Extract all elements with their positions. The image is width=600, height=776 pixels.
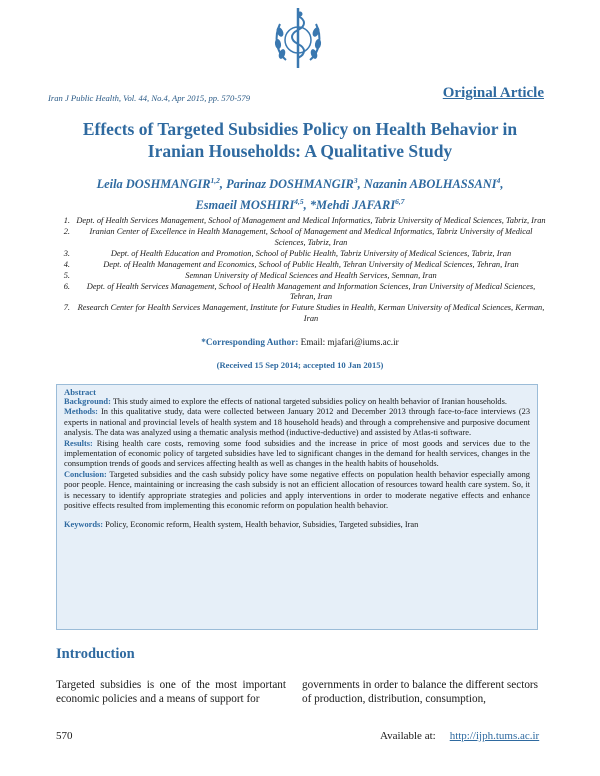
author-affiliation-ref: 6,7: [395, 197, 405, 207]
page-number: 570: [56, 730, 73, 742]
journal-url-link[interactable]: http://ijph.tums.ac.ir: [449, 730, 540, 742]
journal-reference: Iran J Public Health, Vol. 44, No.4, Apr 2015, pp. 570-579: [48, 93, 251, 103]
author-list: Leila DOSHMANGIR$^{1,2}$, Parinaz DOSHMANGIR$^3$, Nazanin ABOLHASSANI$^4$, Esmaeil MOSHIRI$^{4,5}$, *Mehdi JAFARI$^{6,7}$: [96, 176, 504, 213]
abstract-keywords: Keywords: Policy, Economic reform, Health system, Health behavior, Subsidies, Targeted subsidies, Iran: [64, 520, 419, 530]
abstract-results: Results: Rising health care costs, removing some food subsidies and the increase in price of most goods and services due to the implementation of economic policy of targeted subsidies have led to significant changes in the demand for health services, changes in the consumption trends of goods and services affecting health as well as changes in the health habits of households.: [64, 438, 530, 469]
introduction-heading: Introduction: [56, 646, 135, 662]
author-affiliation-ref: 3: [353, 176, 358, 185]
author-affiliation-ref: 4,5: [294, 197, 304, 207]
author-name: Leila DOSHMANGIR: [96, 177, 211, 192]
abstract-background: Background: This study aimed to explore the effects of national targeted subsidies policy on health behavior of Iranian households.: [64, 397, 507, 406]
article-title: Effects of Targeted Subsidies Policy on Health Behavior in Iranian Households: A Qualitative Study: [82, 119, 518, 161]
corresponding-author: [0, 337, 600, 347]
author-name: Esmaeil MOSHIRI: [195, 198, 295, 213]
abstract-methods: Methods: In this qualitative study, data were collected between January 2012 and December 2013 through face-to-face interviews (23 experts in national and provincial levels of health system and 18 household heads) and through a comprehensive and purposive document analysis. The data was analyzed using a thematic analysis method (inductive-deductive) and assisted by Atlas-ti software.: [64, 407, 531, 438]
affiliation-item: 1. Dept. of Health Services Management, School of Management and Medical Informatics, Tabriz University of Medical Sciences, Tabriz, Iran: [63, 216, 546, 225]
affiliation-list: [52, 216, 548, 325]
affiliation-item: 2. Iranian Center of Excellence in Health Management, School of Management and Medical Informatics, Tabriz University of Medical Sciences, Tabriz, Iran: [63, 227, 533, 247]
received-dates: (Received 15 Sep 2014; accepted 10 Jan 2015): [216, 360, 384, 370]
author-name: *Mehdi JAFARI: [309, 198, 396, 213]
affiliation-item: 5. Semnan University of Medical Sciences and Health Services, Semnan, Iran: [63, 270, 437, 280]
author-name: Nazanin ABOLHASSANI: [363, 177, 497, 192]
corresponding-author-email[interactable]: Email: mjafari@iums.ac.ir: [300, 337, 399, 347]
introduction-text-right: governments in order to balance the different sectors of production, distribution, consumption,: [302, 679, 538, 705]
abstract-conclusion: Conclusion: Targeted subsidies and the cash subsidy policy have some negative effects on population health behavior especially among poor people. Hence, maintaining or increasing the cash subsidy is not an efficient allocation of resources toward health care system. So, it is necessary to identify appropriate strategies and policies and apply interventions in order to moderate negative effects and enhance positive effects resulted from implementing this economic reform on population health behavior.: [64, 469, 530, 511]
available-label: Available at:: [380, 730, 436, 742]
introduction-text-left: Targeted subsidies is one of the most important economic policies and a means of support for: [56, 679, 286, 705]
author-name: Parinaz DOSHMANGIR: [226, 177, 354, 192]
affiliation-item: 4. Dept. of Health Management and Economics, School of Public Health, Tehran University of Medical Sciences, Tehran, Iran: [63, 259, 519, 269]
corresponding-author-label: *Corresponding Author:: [201, 337, 299, 347]
affiliation-item: 3. Dept. of Health Education and Promotion, School of Public Health, Tabriz University of Medical Sciences, Tabriz, Iran: [63, 248, 512, 258]
author-affiliation-ref: 4: [496, 176, 501, 185]
journal-logo-icon: [272, 2, 324, 74]
abstract-title: Abstract: [64, 387, 96, 397]
author-affiliation-ref: 1,2: [210, 176, 220, 185]
availability-footer: [380, 730, 539, 742]
affiliation-item: 6. Dept. of Health Services Management, School of Health Management and Information Sciences, Iran University of Medical Sciences, Tehran, Iran: [63, 281, 536, 301]
abstract-box: [56, 384, 538, 630]
article-type-label: Original Article: [442, 85, 544, 101]
affiliation-item: 7. Research Center for Health Services Management, Institute for Future Studies in Health, Kerman University of Medical Sciences, Kerman, Iran: [63, 303, 545, 323]
